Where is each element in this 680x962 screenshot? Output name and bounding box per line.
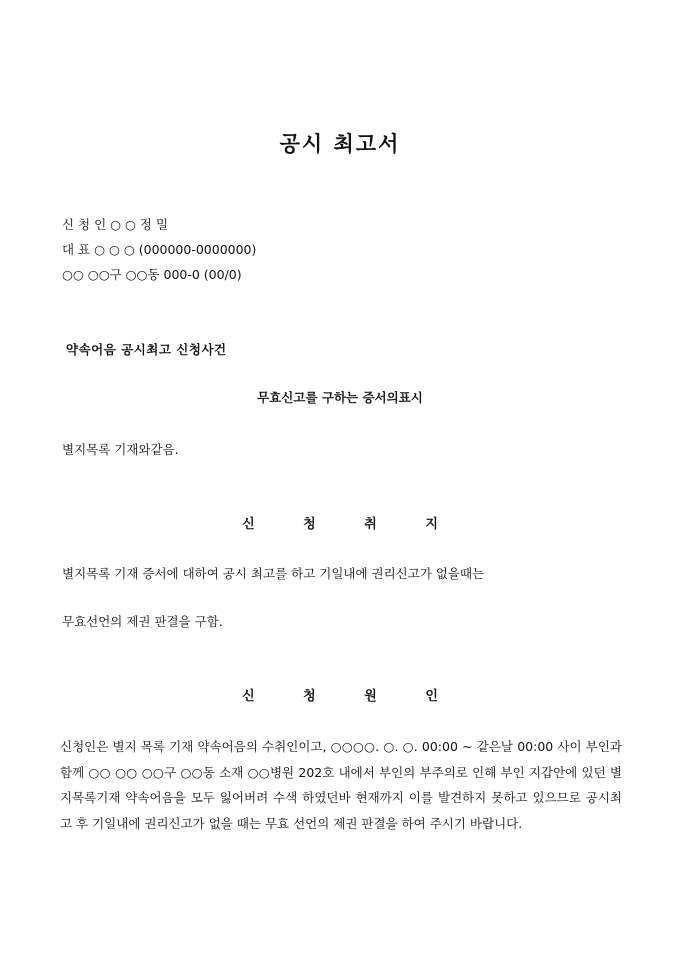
purpose-line-2: 무효선언의 제권 판결을 구함.	[62, 614, 223, 629]
cause-paragraph: 신청인은 별지 목록 기재 약속어음의 수취인이고, ○○○○. ○. ○. 00:00 ~ 같은날 00:00 사이 부인과 함께 ○○ ○○ ○○구 ○○동 소재 ○○병원 202호 내에서 부인의 부주의로 인해 부인 지갑안에 있던 별지목록기재 약속어음을 모두 잃어버려 수색 하였던바 현재까지 이를 발견하지 못하고 있으므로 공시최고 후 기일내에 권리신고가 없을 때는 무효 선언의 제권 판결을 하여 주시기 바랍니다.	[60, 739, 622, 831]
applicant-address-line: ○○ ○○구 ○○동 000-0 (00/0)	[62, 267, 242, 282]
applicant-name-line: 신 청 인 ○ ○ 정 밀	[62, 217, 169, 232]
representative-line: 대 표 ○ ○ ○ (000000-0000000)	[62, 242, 257, 257]
purpose-line-1: 별지목록 기재 증서에 대하여 공시 최고를 하고 기일내에 권리신고가 없을때는	[62, 566, 485, 581]
purpose-section-title: 신 청 취 지	[242, 517, 438, 532]
document-title: 공시 최고서	[279, 131, 401, 156]
case-title: 약속어음 공시최고 신청사건	[66, 342, 227, 357]
invalidation-section-title: 무효신고를 구하는 증서의표시	[257, 390, 423, 405]
invalidation-text: 별지목록 기재와같음.	[62, 442, 179, 457]
cause-section-title: 신 청 원 인	[242, 689, 438, 704]
